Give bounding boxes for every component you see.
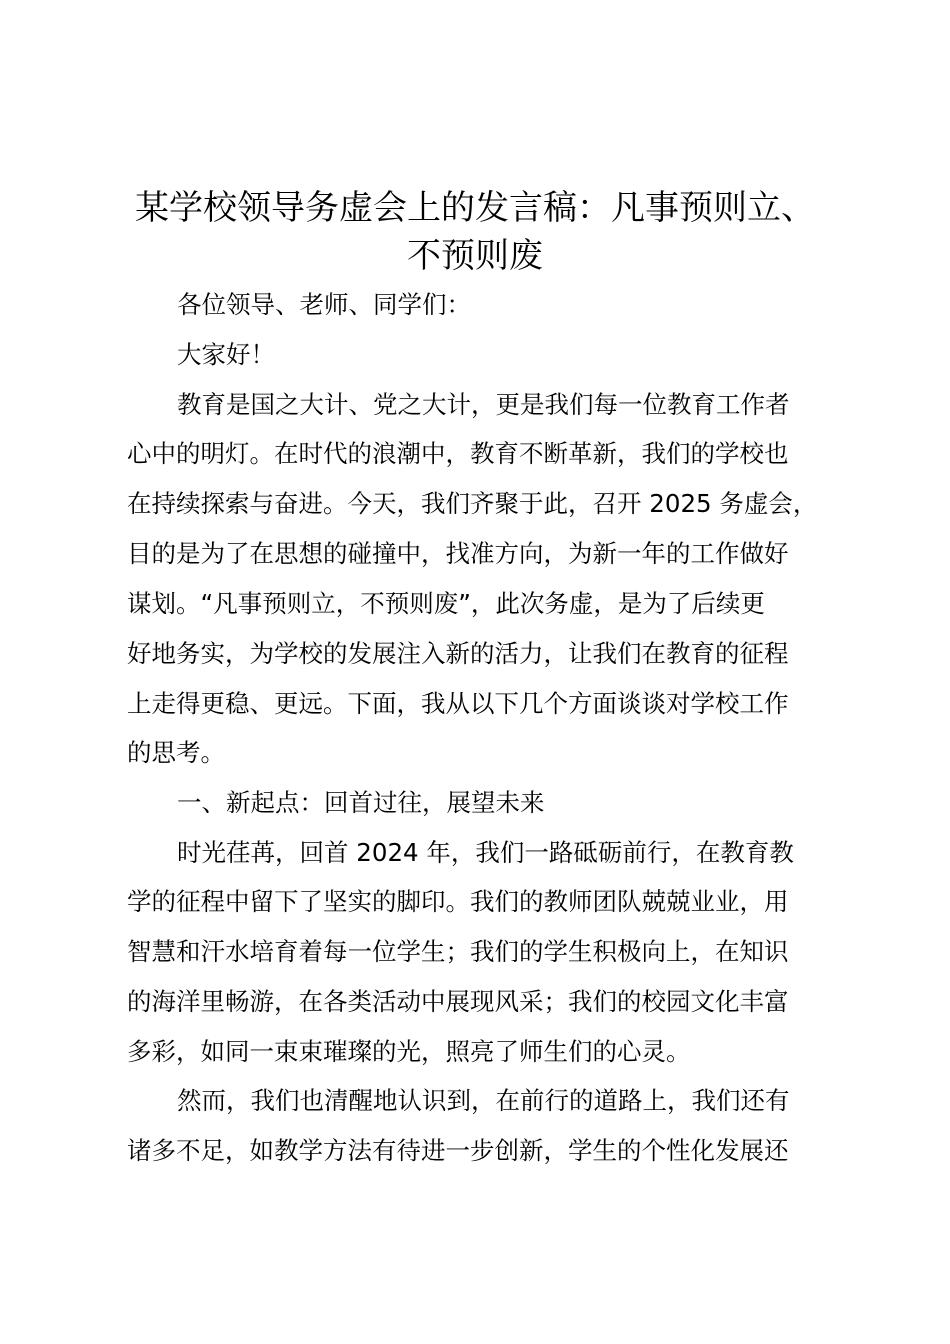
paragraph-2-line: 的海洋里畅游，在各类活动中展现风采；我们的校园文化丰富: [127, 987, 789, 1016]
paragraph-2-line: 智慧和汗水培育着每一位学生；我们的学生积极向上，在知识: [127, 937, 789, 966]
document-title-line-1: 某学校领导务虚会上的发言稿：凡事预则立、: [135, 188, 815, 228]
greeting: 大家好！: [177, 340, 275, 369]
paragraph-1-line: 心中的明灯。在时代的浪潮中，教育不断革新，我们的学校也: [127, 439, 789, 468]
paragraph-3-line: 诸多不足，如教学方法有待进一步创新，学生的个性化发展还: [127, 1136, 789, 1165]
paragraph-1-line: 谋划。“凡事预则立，不预则废”，此次务虚，是为了后续更: [127, 589, 765, 618]
paragraph-1-line: 在持续探索与奋进。今天，我们齐聚于此，召开 2025 务虚会，: [127, 489, 818, 518]
paragraph-1-line: 的思考。: [127, 738, 225, 767]
salutation: 各位领导、老师、同学们：: [177, 290, 471, 319]
paragraph-1-line: 好地务实，为学校的发展注入新的活力，让我们在教育的征程: [127, 639, 789, 668]
paragraph-3-line: 然而，我们也清醒地认识到，在前行的道路上，我们还有: [177, 1086, 790, 1115]
paragraph-1-line: 教育是国之大计、党之大计，更是我们每一位教育工作者: [177, 390, 790, 419]
section-heading: 一、新起点：回首过往，展望未来: [177, 788, 545, 817]
paragraph-1-line: 上走得更稳、更远。下面，我从以下几个方面谈谈对学校工作: [127, 689, 789, 718]
document-title-line-2: 不预则废: [407, 236, 543, 276]
paragraph-1-line: 目的是为了在思想的碰撞中，找准方向，为新一年的工作做好: [127, 539, 789, 568]
paragraph-2-line: 多彩，如同一束束璀璨的光，照亮了师生们的心灵。: [127, 1037, 691, 1066]
paragraph-2-line: 时光荏苒，回首 2024 年，我们一路砥砺前行，在教育教: [177, 838, 794, 867]
paragraph-2-line: 学的征程中留下了坚实的脚印。我们的教师团队兢兢业业，用: [127, 887, 789, 916]
